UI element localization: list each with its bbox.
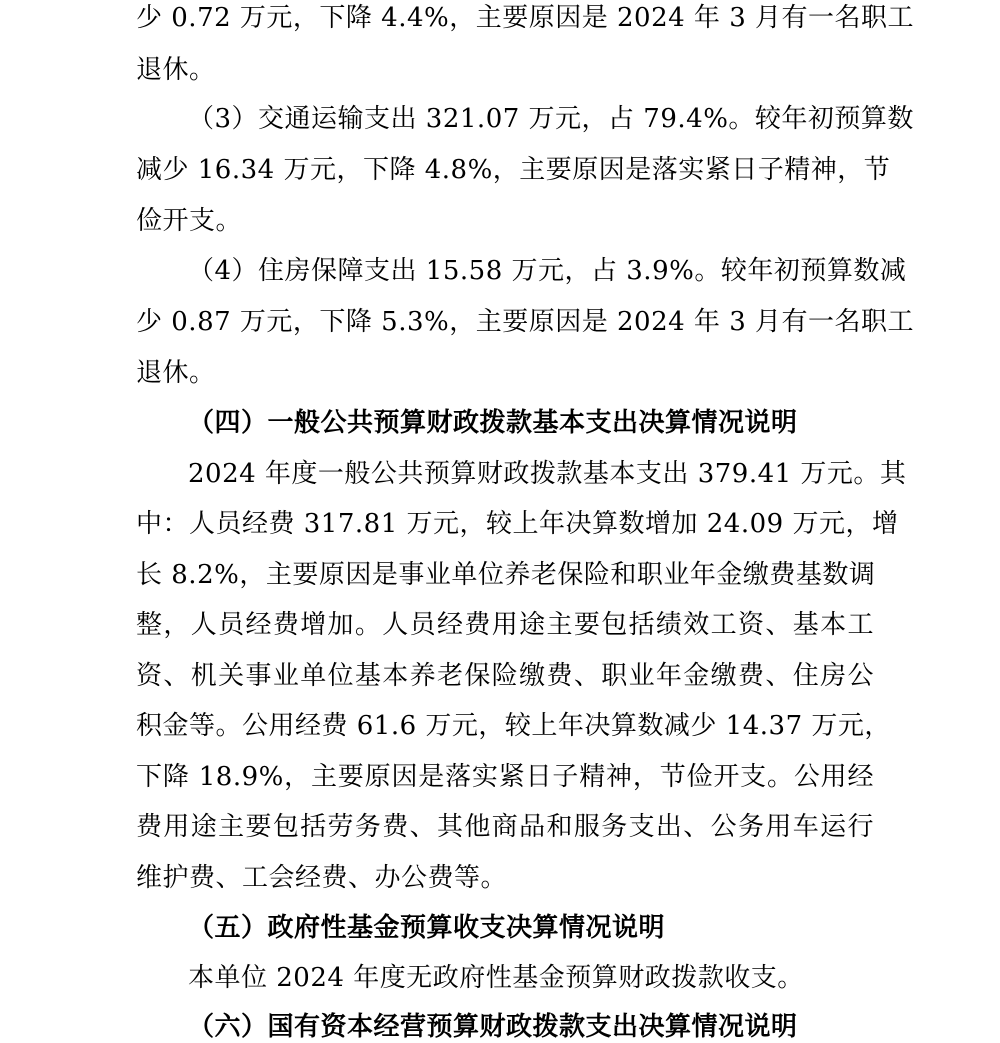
text-line: 退休。 — [136, 358, 216, 388]
text-line: 2024 年度一般公共预算财政拨款基本支出 379.41 万元。其 — [188, 459, 907, 489]
text-line: 积金等。公用经费 61.6 万元，较上年决算数减少 14.37 万元， — [136, 711, 891, 741]
text-line: 资、机关事业单位基本养老保险缴费、职业年金缴费、住房公 — [136, 661, 874, 691]
text-line: 减少 16.34 万元，下降 4.8%，主要原因是落实紧日子精神，节 — [136, 155, 891, 185]
text-line: 维护费、工会经费、办公费等。 — [136, 863, 508, 893]
text-line: 本单位 2024 年度无政府性基金预算财政拨款收支。 — [188, 963, 804, 993]
text-line: 长 8.2%，主要原因是事业单位养老保险和职业年金缴费基数调 — [136, 560, 876, 590]
text-line: 少 0.87 万元，下降 5.3%，主要原因是 2024 年 3 月有一名职工 — [136, 307, 915, 337]
text-line: 退休。 — [136, 55, 216, 85]
text-line: （4）住房保障支出 15.58 万元，占 3.9%。较年初预算数减 — [188, 256, 907, 286]
text-line: 整，人员经费增加。人员经费用途主要包括绩效工资、基本工 — [136, 610, 874, 640]
section-heading: （六）国有资本经营预算财政拨款支出决算情况说明 — [188, 1012, 798, 1042]
text-line: 费用途主要包括劳务费、其他商品和服务支出、公务用车运行 — [136, 812, 874, 842]
text-line: 下降 18.9%，主要原因是落实紧日子精神，节俭开支。公用经 — [136, 762, 874, 792]
text-line: 中：人员经费 317.81 万元，较上年决算数增加 24.09 万元，增 — [136, 509, 899, 539]
text-line: 俭开支。 — [136, 206, 243, 236]
section-heading: （四）一般公共预算财政拨款基本支出决算情况说明 — [188, 408, 798, 438]
text-line: 少 0.72 万元，下降 4.4%，主要原因是 2024 年 3 月有一名职工 — [136, 3, 915, 33]
text-line: （3）交通运输支出 321.07 万元，占 79.4%。较年初预算数 — [188, 104, 914, 134]
section-heading: （五）政府性基金预算收支决算情况说明 — [188, 913, 666, 943]
